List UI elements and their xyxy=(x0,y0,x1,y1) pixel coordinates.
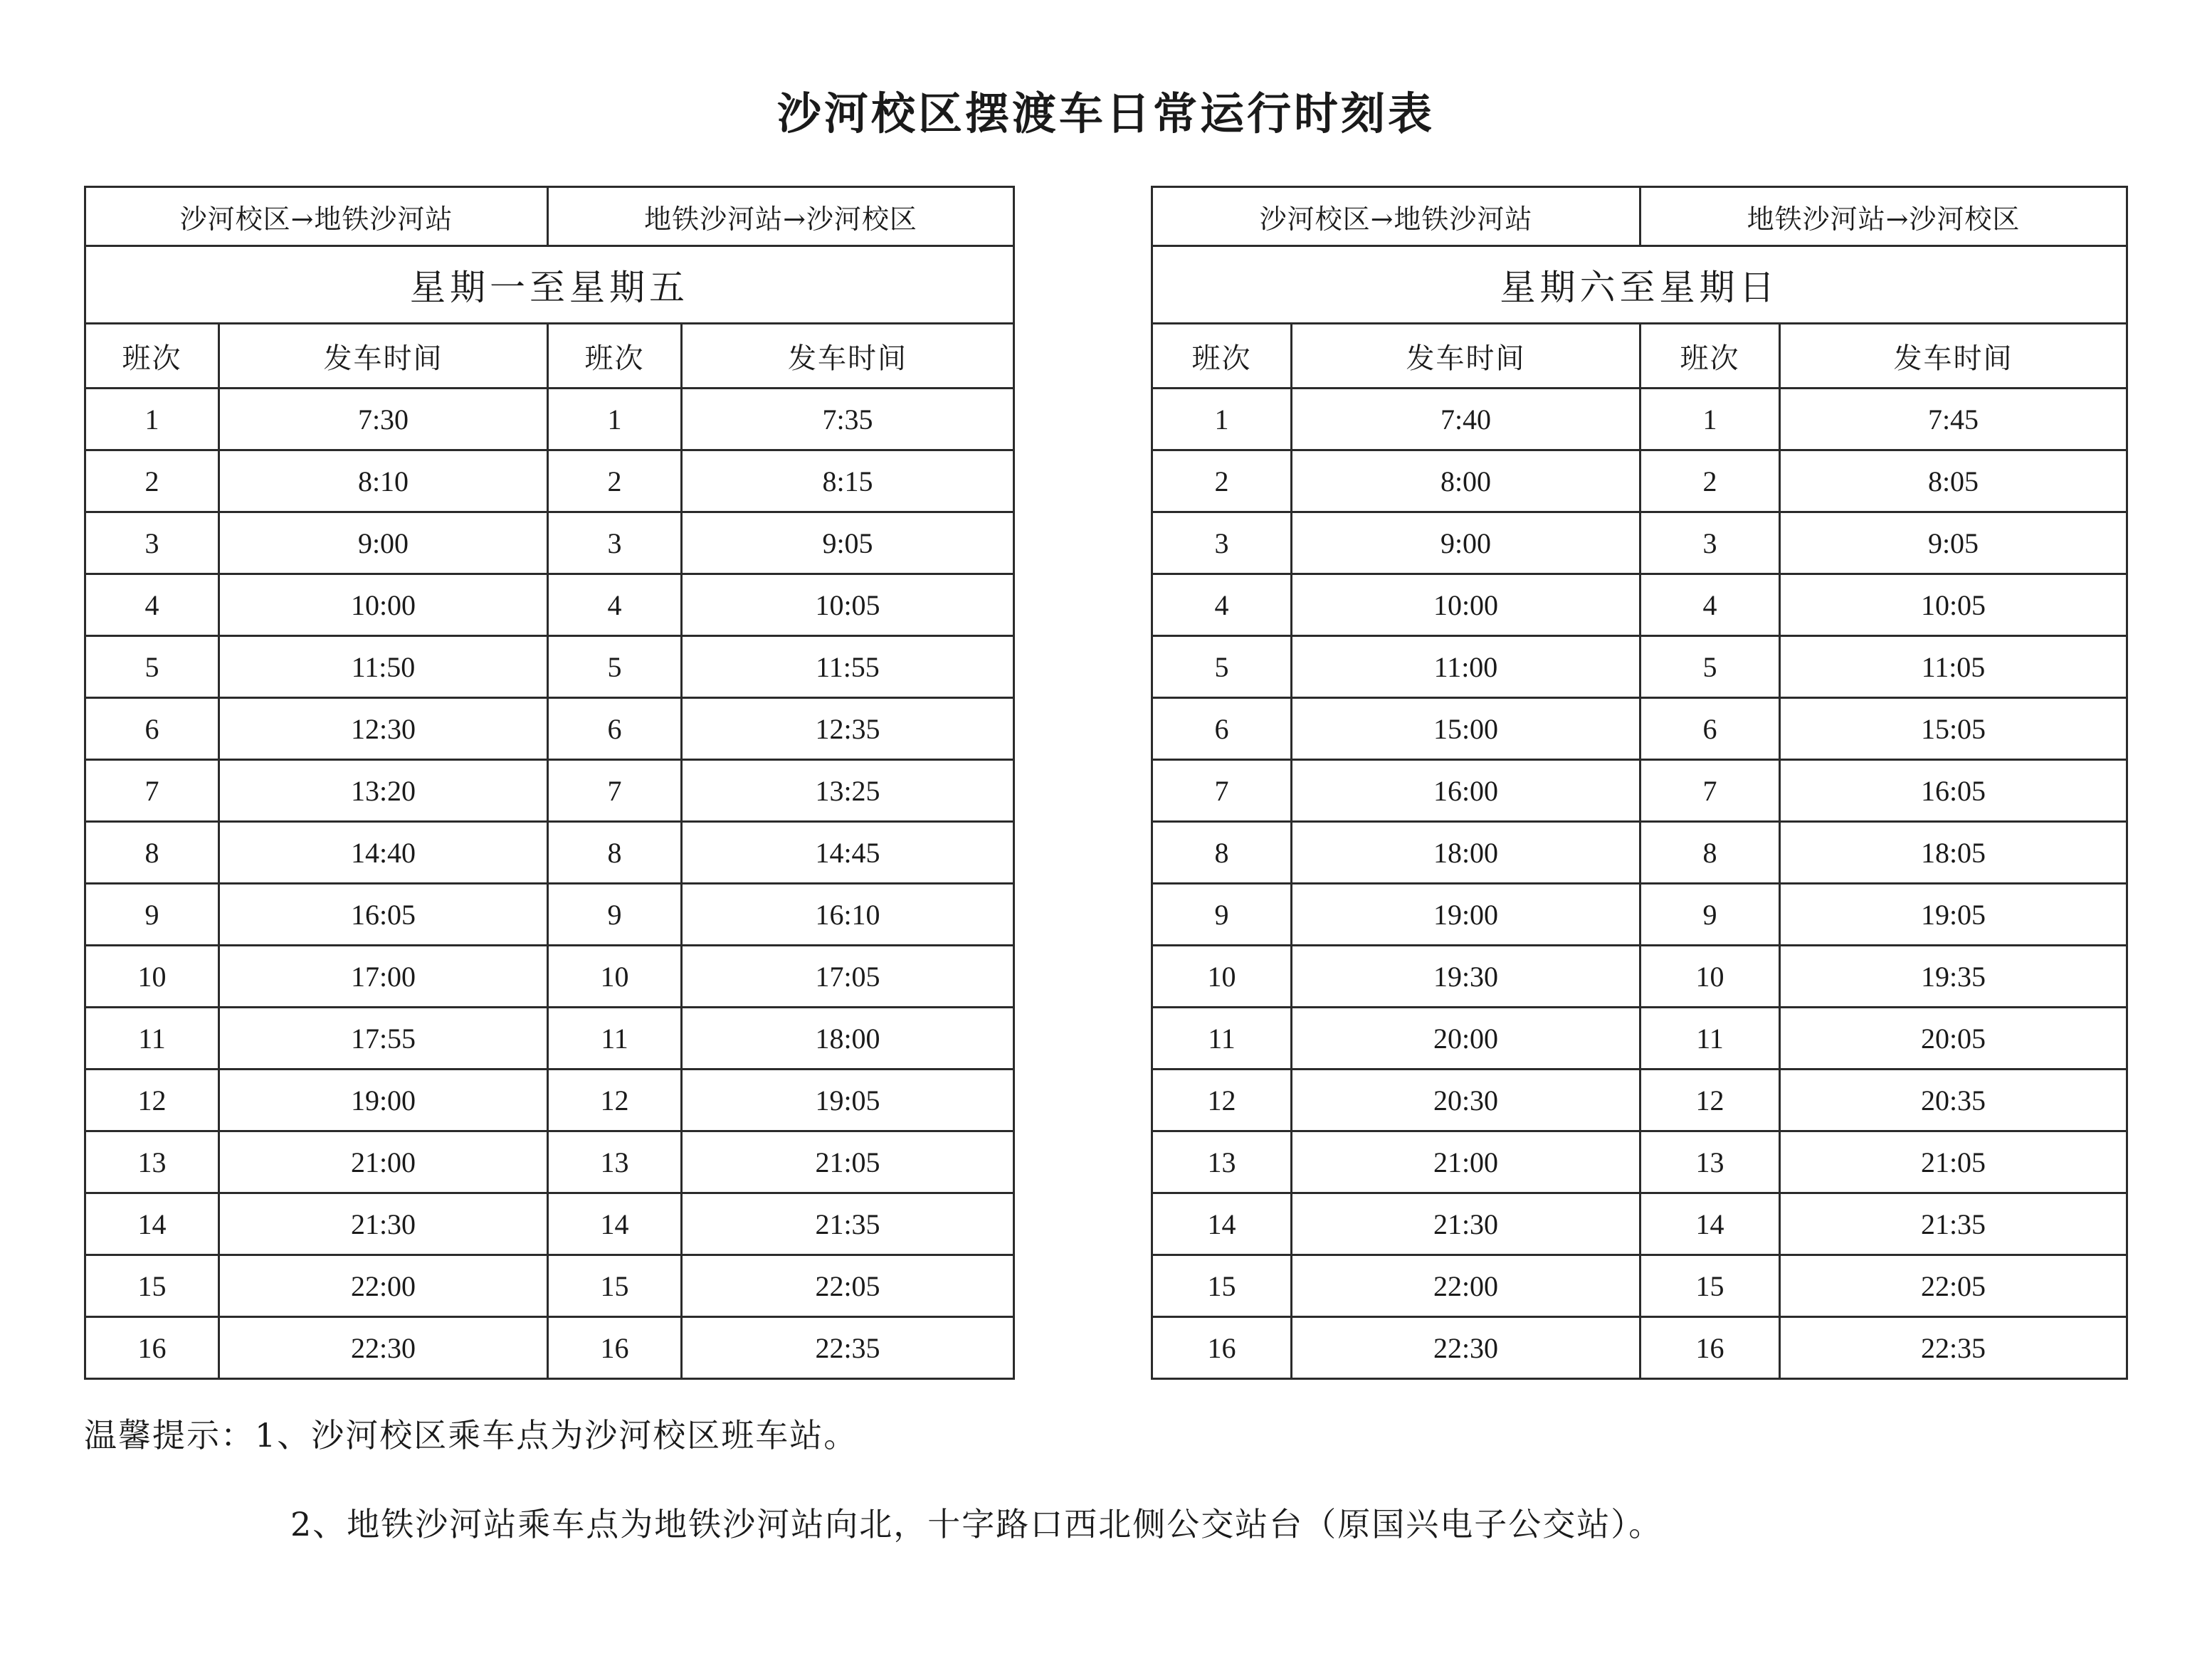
trip-no-out: 15 xyxy=(1152,1255,1292,1317)
trip-no-in: 5 xyxy=(548,636,682,698)
depart-time-out: 15:00 xyxy=(1292,698,1640,760)
depart-time-out: 19:00 xyxy=(219,1070,548,1131)
depart-time-out: 10:00 xyxy=(1292,574,1640,636)
depart-time-out: 8:10 xyxy=(219,450,548,512)
depart-time-in: 21:35 xyxy=(1780,1193,2127,1255)
depart-time-in: 9:05 xyxy=(1780,512,2127,574)
depart-time-in: 22:35 xyxy=(1780,1317,2127,1379)
depart-time-out: 21:30 xyxy=(1292,1193,1640,1255)
depart-time-in: 15:05 xyxy=(1780,698,2127,760)
depart-time-in: 17:05 xyxy=(682,946,1014,1008)
trip-no-out: 8 xyxy=(85,822,219,884)
table-row xyxy=(85,1008,1014,1070)
trip-no-out: 14 xyxy=(85,1193,219,1255)
trip-no-in: 1 xyxy=(1640,389,1780,450)
depart-time-in: 19:05 xyxy=(1780,884,2127,946)
depart-time-in: 10:05 xyxy=(682,574,1014,636)
trip-no-out: 10 xyxy=(1152,946,1292,1008)
trip-no-in: 6 xyxy=(1640,698,1780,760)
depart-time-in: 22:05 xyxy=(1780,1255,2127,1317)
direction-header-row xyxy=(85,187,1014,246)
depart-time-out: 9:00 xyxy=(219,512,548,574)
depart-time-in: 9:05 xyxy=(682,512,1014,574)
depart-time-in: 22:05 xyxy=(682,1255,1014,1317)
table-row xyxy=(85,884,1014,946)
depart-time-in: 16:10 xyxy=(682,884,1014,946)
trip-no-in: 12 xyxy=(1640,1070,1780,1131)
trip-no-out: 2 xyxy=(1152,450,1292,512)
table-row xyxy=(1152,1008,2127,1070)
trip-no-in: 14 xyxy=(548,1193,682,1255)
page-title: 沙河校区摆渡车日常运行时刻表 xyxy=(776,88,1435,139)
depart-time-out: 12:30 xyxy=(219,698,548,760)
table-row xyxy=(85,1255,1014,1317)
trip-no-in: 6 xyxy=(548,698,682,760)
depart-time-out: 16:00 xyxy=(1292,760,1640,822)
trip-no-out: 6 xyxy=(1152,698,1292,760)
depart-time-in: 19:05 xyxy=(682,1070,1014,1131)
trip-no-out: 7 xyxy=(85,760,219,822)
trip-no-in: 3 xyxy=(548,512,682,574)
depart-time-in: 7:45 xyxy=(1780,389,2127,450)
depart-time-out: 16:05 xyxy=(219,884,548,946)
col-header-trip-out: 班次 xyxy=(1152,324,1292,389)
trip-no-in: 13 xyxy=(548,1131,682,1193)
trip-no-in: 15 xyxy=(1640,1255,1780,1317)
trip-no-in: 7 xyxy=(1640,760,1780,822)
depart-time-in: 18:05 xyxy=(1780,822,2127,884)
period-header-row xyxy=(85,246,1014,324)
trip-no-out: 4 xyxy=(1152,574,1292,636)
depart-time-out: 17:00 xyxy=(219,946,548,1008)
depart-time-in: 18:00 xyxy=(682,1008,1014,1070)
direction-header-row xyxy=(1152,187,2127,246)
trip-no-in: 1 xyxy=(548,389,682,450)
trip-no-out: 14 xyxy=(1152,1193,1292,1255)
table-row xyxy=(85,946,1014,1008)
trip-no-in: 2 xyxy=(548,450,682,512)
column-header-row xyxy=(1152,324,2127,389)
trip-no-out: 9 xyxy=(1152,884,1292,946)
trip-no-in: 4 xyxy=(548,574,682,636)
trip-no-in: 3 xyxy=(1640,512,1780,574)
depart-time-in: 21:35 xyxy=(682,1193,1014,1255)
depart-time-out: 22:00 xyxy=(219,1255,548,1317)
trip-no-out: 6 xyxy=(85,698,219,760)
depart-time-in: 16:05 xyxy=(1780,760,2127,822)
trip-no-in: 9 xyxy=(1640,884,1780,946)
trip-no-in: 10 xyxy=(1640,946,1780,1008)
table-row xyxy=(85,822,1014,884)
period-label: 星期一至星期五 xyxy=(85,246,1014,324)
table-row xyxy=(85,698,1014,760)
trip-no-in: 8 xyxy=(548,822,682,884)
depart-time-out: 13:20 xyxy=(219,760,548,822)
trip-no-in: 8 xyxy=(1640,822,1780,884)
table-row xyxy=(85,574,1014,636)
trip-no-in: 13 xyxy=(1640,1131,1780,1193)
table-row xyxy=(1152,1317,2127,1379)
trip-no-out: 1 xyxy=(85,389,219,450)
depart-time-out: 20:30 xyxy=(1292,1070,1640,1131)
trip-no-out: 11 xyxy=(85,1008,219,1070)
trip-no-out: 15 xyxy=(85,1255,219,1317)
trip-no-in: 16 xyxy=(1640,1317,1780,1379)
depart-time-out: 20:00 xyxy=(1292,1008,1640,1070)
depart-time-out: 17:55 xyxy=(219,1008,548,1070)
trip-no-in: 14 xyxy=(1640,1193,1780,1255)
trip-no-out: 12 xyxy=(1152,1070,1292,1131)
depart-time-out: 18:00 xyxy=(1292,822,1640,884)
depart-time-in: 14:45 xyxy=(682,822,1014,884)
table-row xyxy=(1152,822,2127,884)
col-header-time-in: 发车时间 xyxy=(682,324,1014,389)
depart-time-out: 8:00 xyxy=(1292,450,1640,512)
depart-time-out: 11:00 xyxy=(1292,636,1640,698)
table-row xyxy=(1152,1193,2127,1255)
table-row xyxy=(85,450,1014,512)
table-row xyxy=(1152,389,2127,450)
depart-time-in: 13:25 xyxy=(682,760,1014,822)
depart-time-in: 8:05 xyxy=(1780,450,2127,512)
trip-no-in: 16 xyxy=(548,1317,682,1379)
col-header-trip-out: 班次 xyxy=(85,324,219,389)
depart-time-in: 22:35 xyxy=(682,1317,1014,1379)
timetables-container xyxy=(0,186,2212,1380)
table-row xyxy=(1152,1070,2127,1131)
table-row xyxy=(85,1317,1014,1379)
depart-time-in: 20:35 xyxy=(1780,1070,2127,1131)
trip-no-out: 13 xyxy=(1152,1131,1292,1193)
depart-time-out: 11:50 xyxy=(219,636,548,698)
column-header-row xyxy=(85,324,1014,389)
depart-time-out: 22:30 xyxy=(219,1317,548,1379)
depart-time-in: 8:15 xyxy=(682,450,1014,512)
table-row xyxy=(1152,636,2127,698)
depart-time-in: 20:05 xyxy=(1780,1008,2127,1070)
trip-no-out: 11 xyxy=(1152,1008,1292,1070)
col-header-time-in: 发车时间 xyxy=(1780,324,2127,389)
table-row xyxy=(85,1193,1014,1255)
depart-time-out: 10:00 xyxy=(219,574,548,636)
weekend-timetable xyxy=(1151,186,2128,1380)
depart-time-out: 7:40 xyxy=(1292,389,1640,450)
direction-campus-to-metro: 沙河校区→地铁沙河站 xyxy=(1152,187,1640,246)
depart-time-out: 21:00 xyxy=(219,1131,548,1193)
note-boarding-point-metro: 2、地铁沙河站乘车点为地铁沙河站向北，十字路口西北侧公交站台（原国兴电子公交站）。 xyxy=(290,1505,1663,1543)
trip-no-in: 11 xyxy=(1640,1008,1780,1070)
depart-time-in: 21:05 xyxy=(1780,1131,2127,1193)
trip-no-in: 9 xyxy=(548,884,682,946)
depart-time-out: 21:30 xyxy=(219,1193,548,1255)
depart-time-in: 12:35 xyxy=(682,698,1014,760)
trip-no-out: 5 xyxy=(1152,636,1292,698)
trip-no-out: 3 xyxy=(1152,512,1292,574)
trip-no-out: 10 xyxy=(85,946,219,1008)
period-label: 星期六至星期日 xyxy=(1152,246,2127,324)
table-row xyxy=(85,1131,1014,1193)
depart-time-in: 11:05 xyxy=(1780,636,2127,698)
depart-time-in: 11:55 xyxy=(682,636,1014,698)
trip-no-out: 12 xyxy=(85,1070,219,1131)
trip-no-in: 12 xyxy=(548,1070,682,1131)
direction-campus-to-metro: 沙河校区→地铁沙河站 xyxy=(85,187,548,246)
trip-no-in: 11 xyxy=(548,1008,682,1070)
depart-time-in: 7:35 xyxy=(682,389,1014,450)
table-row xyxy=(1152,512,2127,574)
trip-no-out: 9 xyxy=(85,884,219,946)
table-row xyxy=(1152,698,2127,760)
direction-metro-to-campus: 地铁沙河站→沙河校区 xyxy=(548,187,1014,246)
table-row xyxy=(85,636,1014,698)
period-header-row xyxy=(1152,246,2127,324)
trip-no-out: 2 xyxy=(85,450,219,512)
depart-time-out: 19:30 xyxy=(1292,946,1640,1008)
col-header-time-out: 发车时间 xyxy=(1292,324,1640,389)
trip-no-out: 16 xyxy=(85,1317,219,1379)
table-row xyxy=(1152,760,2127,822)
trip-no-out: 7 xyxy=(1152,760,1292,822)
trip-no-out: 1 xyxy=(1152,389,1292,450)
notes-section xyxy=(0,1411,2212,1549)
trip-no-in: 15 xyxy=(548,1255,682,1317)
table-row xyxy=(1152,1131,2127,1193)
trip-no-out: 5 xyxy=(85,636,219,698)
table-row xyxy=(1152,450,2127,512)
depart-time-out: 19:00 xyxy=(1292,884,1640,946)
trip-no-in: 5 xyxy=(1640,636,1780,698)
table-row xyxy=(1152,884,2127,946)
trip-no-out: 16 xyxy=(1152,1317,1292,1379)
trip-no-in: 4 xyxy=(1640,574,1780,636)
depart-time-out: 21:00 xyxy=(1292,1131,1640,1193)
col-header-time-out: 发车时间 xyxy=(219,324,548,389)
col-header-trip-in: 班次 xyxy=(1640,324,1780,389)
depart-time-in: 19:35 xyxy=(1780,946,2127,1008)
depart-time-out: 9:00 xyxy=(1292,512,1640,574)
trip-no-in: 10 xyxy=(548,946,682,1008)
depart-time-in: 10:05 xyxy=(1780,574,2127,636)
depart-time-in: 21:05 xyxy=(682,1131,1014,1193)
table-row xyxy=(85,760,1014,822)
table-row xyxy=(1152,1255,2127,1317)
table-row xyxy=(85,512,1014,574)
trip-no-out: 4 xyxy=(85,574,219,636)
trip-no-out: 3 xyxy=(85,512,219,574)
table-row xyxy=(1152,574,2127,636)
depart-time-out: 14:40 xyxy=(219,822,548,884)
trip-no-out: 8 xyxy=(1152,822,1292,884)
note-boarding-point-campus: 温馨提示：1、沙河校区乘车点为沙河校区班车站。 xyxy=(84,1416,858,1454)
depart-time-out: 22:00 xyxy=(1292,1255,1640,1317)
depart-time-out: 7:30 xyxy=(219,389,548,450)
direction-metro-to-campus: 地铁沙河站→沙河校区 xyxy=(1640,187,2127,246)
table-row xyxy=(1152,946,2127,1008)
col-header-trip-in: 班次 xyxy=(548,324,682,389)
trip-no-in: 2 xyxy=(1640,450,1780,512)
trip-no-in: 7 xyxy=(548,760,682,822)
trip-no-out: 13 xyxy=(85,1131,219,1193)
weekday-timetable xyxy=(84,186,1015,1380)
table-row xyxy=(85,1070,1014,1131)
depart-time-out: 22:30 xyxy=(1292,1317,1640,1379)
table-row xyxy=(85,389,1014,450)
